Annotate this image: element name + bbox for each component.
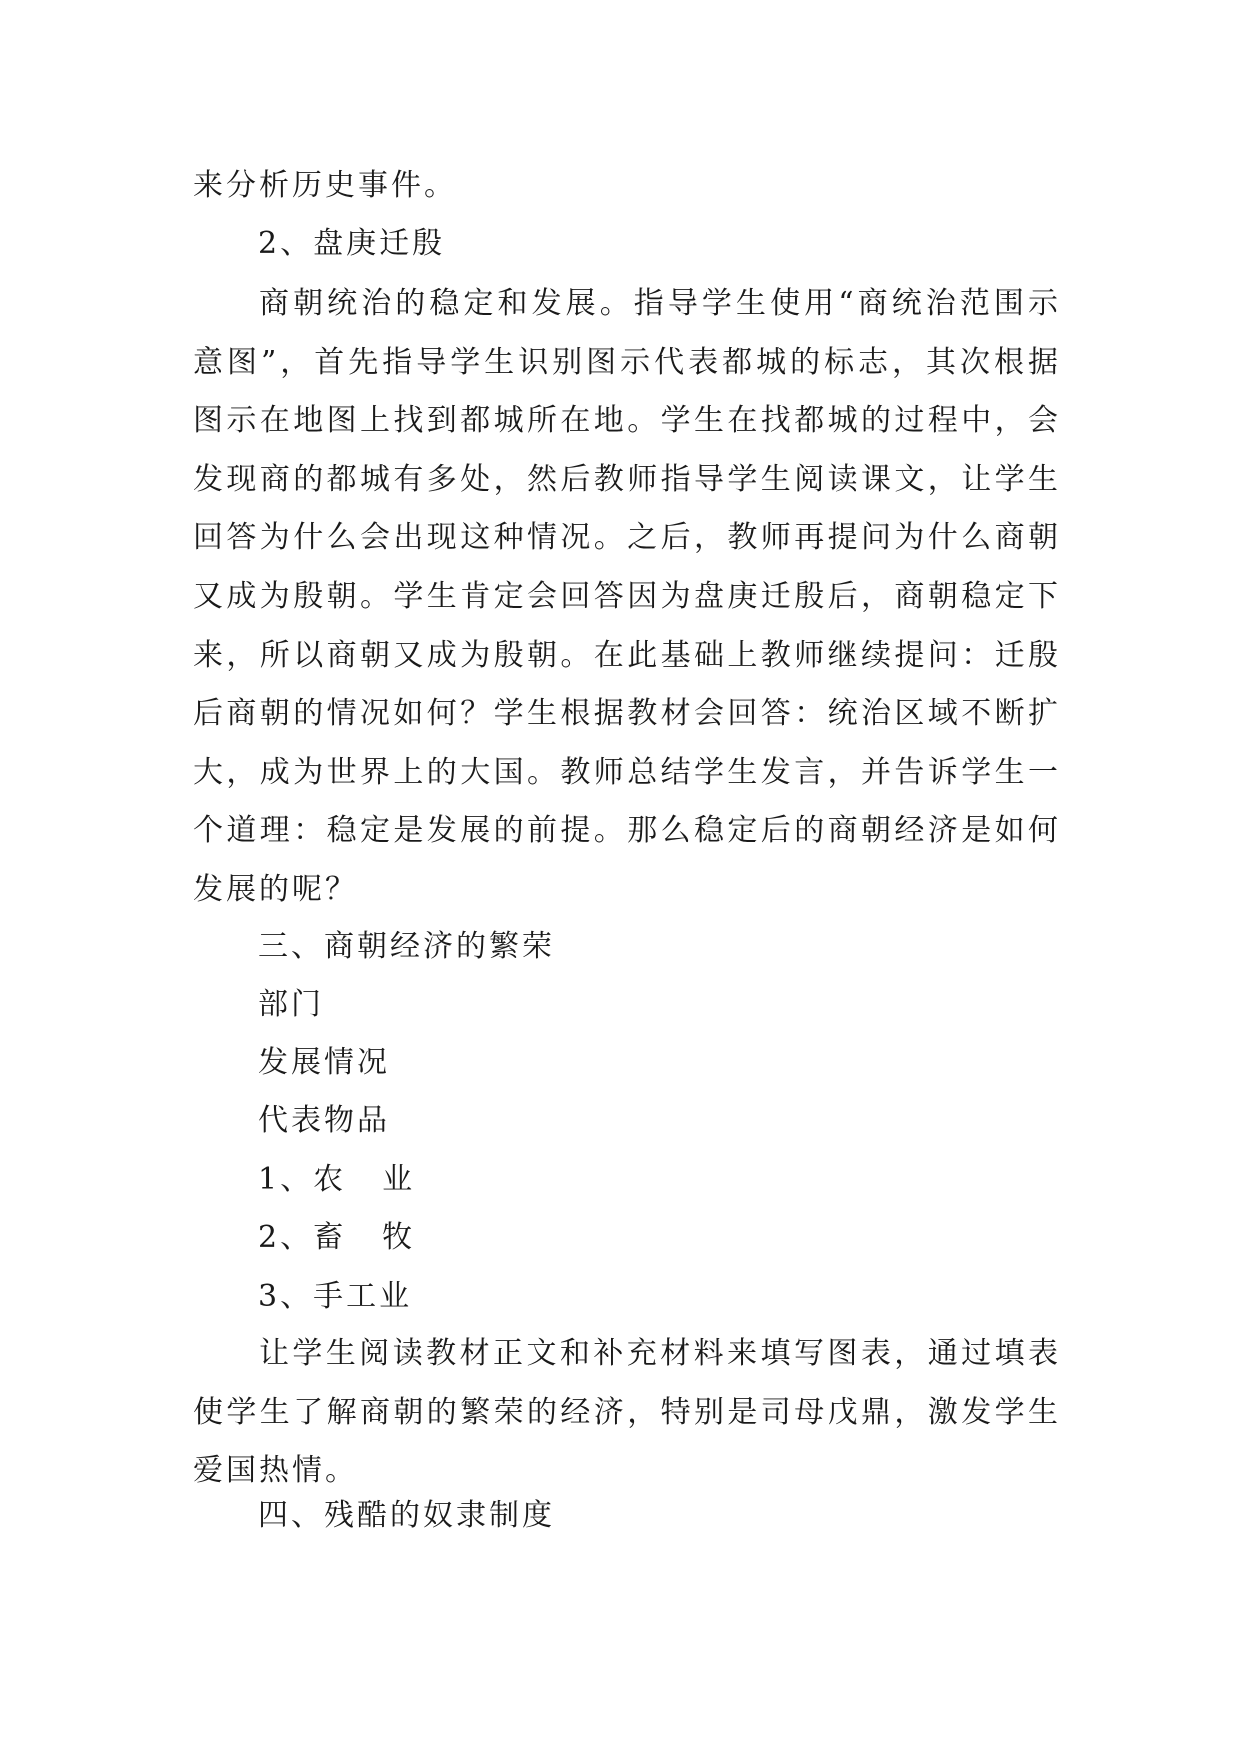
table-row-handicraft: 3、手工业	[258, 1279, 413, 1314]
table-row-agriculture	[258, 1160, 415, 1200]
row-2-label: 2、畜	[258, 1220, 347, 1255]
row-1-label: 1、农	[258, 1162, 347, 1197]
table-row-husbandry	[258, 1218, 415, 1258]
row-2-label-tail: 牧	[382, 1220, 416, 1255]
table-header-status: 发展情况	[258, 1045, 390, 1080]
body-paragraph-2: 让学生阅读教材正文和补充材料来填写图表，通过填表使学生了解商朝的繁荣的经济，特别是司母戊鼎，激发学生爱国热情。	[193, 1336, 1061, 1489]
table-header-department: 部门	[258, 987, 324, 1022]
row-1-label-tail: 业	[382, 1162, 416, 1197]
section-heading-4: 四、残酷的奴隶制度	[258, 1498, 555, 1533]
section-heading-3: 三、商朝经济的繁荣	[258, 929, 555, 964]
section-heading-2: 2、盘庚迁殷	[258, 226, 446, 261]
paragraph-tail: 来分析历史事件。	[193, 168, 457, 203]
table-header-items: 代表物品	[258, 1103, 390, 1138]
body-paragraph-1: 商朝统治的稳定和发展。指导学生使用“商统治范围示意图”，首先指导学生识别图示代表都城的标志，其次根据图示在地图上找到都城所在地。学生在找都城的过程中，会发现商的都城有多处，然后教师指导学生阅读课文，让学生回答为什么会出现这种情况。之后，教师再提问为什么商朝又成为殷朝。学生肯定会回答因为盘庚迁殷后，商朝稳定下来，所以商朝又成为殷朝。在此基础上教师继续提问：迁殷后商朝的情况如何？学生根据教材会回答：统治区域不断扩大，成为世界上的大国。教师总结学生发言，并告诉学生一个道理：稳定是发展的前提。那么稳定后的商朝经济是如何发展的呢？	[193, 286, 1061, 907]
